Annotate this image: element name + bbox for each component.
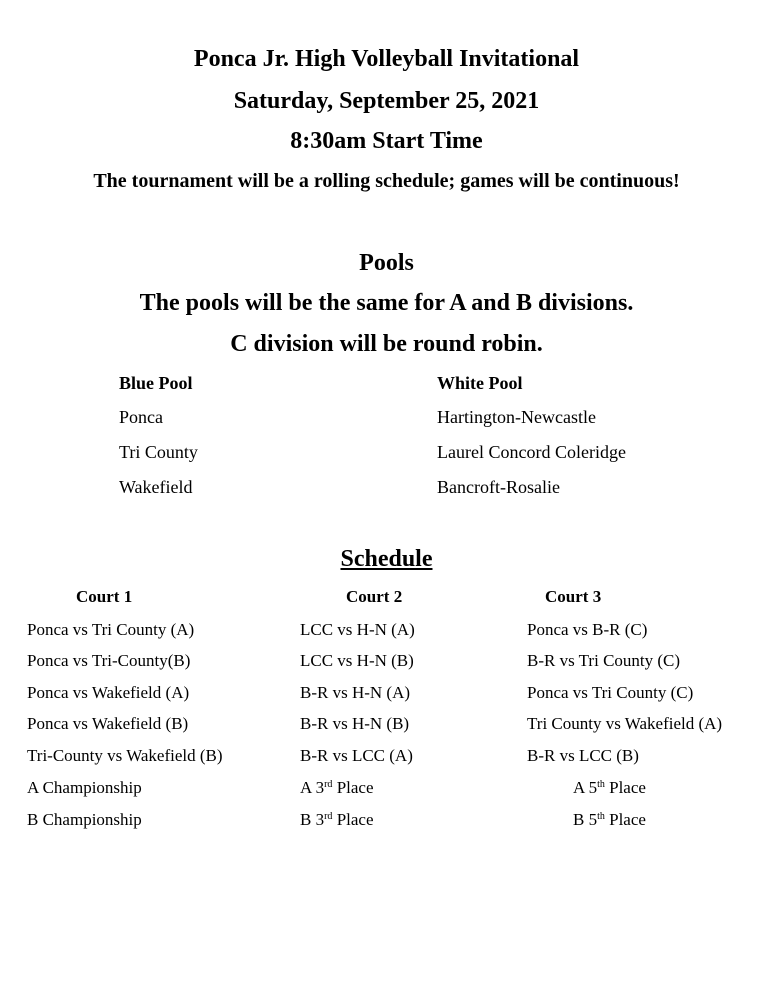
white-pool-team: Bancroft-Rosalie [437,477,560,497]
court-2-game: LCC vs H-N (A) [300,620,415,639]
court-3-b-fifth-place: B 5th Place [573,810,646,829]
court-3-heading: Court 3 [545,587,602,606]
court-2-heading: Court 2 [346,587,403,606]
event-date: Saturday, September 25, 2021 [233,88,540,114]
schedule-note: The tournament will be a rolling schedule; games will be continuous! [93,170,680,192]
court-1-game: A Championship [27,778,142,797]
court-3-game: B-R vs LCC (B) [527,746,639,765]
court-1-game: Ponca vs Tri County (A) [27,620,195,639]
blue-pool-team: Wakefield [119,477,193,497]
court-3-game: Ponca vs Tri County (C) [527,683,694,702]
schedule-heading: Schedule [340,546,433,572]
pools-info-line-1: The pools will be the same for A and B divisions. [139,290,634,316]
court-3-game: Tri County vs Wakefield (A) [527,714,723,733]
court-2-game: LCC vs H-N (B) [300,651,414,670]
court-2-game: B-R vs LCC (A) [300,746,413,765]
court-2-game: B-R vs H-N (A) [300,683,411,702]
blue-pool-team: Tri County [119,442,198,462]
blue-pool-team: Ponca [119,407,163,427]
pools-heading: Pools [359,250,414,276]
start-time: 8:30am Start Time [290,128,483,154]
court-1-game: B Championship [27,810,142,829]
court-3-game: Ponca vs B-R (C) [527,620,648,639]
white-pool-team: Hartington-Newcastle [437,407,596,427]
court-1-heading: Court 1 [76,587,133,606]
court-2-a-third-place: A 3rd Place [300,778,374,797]
event-title: Ponca Jr. High Volleyball Invitational [193,46,580,72]
court-1-game: Ponca vs Tri-County(B) [27,651,191,670]
court-3-game: B-R vs Tri County (C) [527,651,681,670]
court-2-game: B-R vs H-N (B) [300,714,410,733]
blue-pool-title: Blue Pool [119,373,193,393]
court-1-game: Ponca vs Wakefield (B) [27,714,189,733]
court-2-b-third-place: B 3rd Place [300,810,374,829]
pools-info-line-2: C division will be round robin. [230,331,543,357]
white-pool-title: White Pool [437,373,523,393]
white-pool-team: Laurel Concord Coleridge [437,442,626,462]
court-1-game: Ponca vs Wakefield (A) [27,683,190,702]
court-1-game: Tri-County vs Wakefield (B) [27,746,223,765]
court-3-a-fifth-place: A 5th Place [573,778,646,797]
